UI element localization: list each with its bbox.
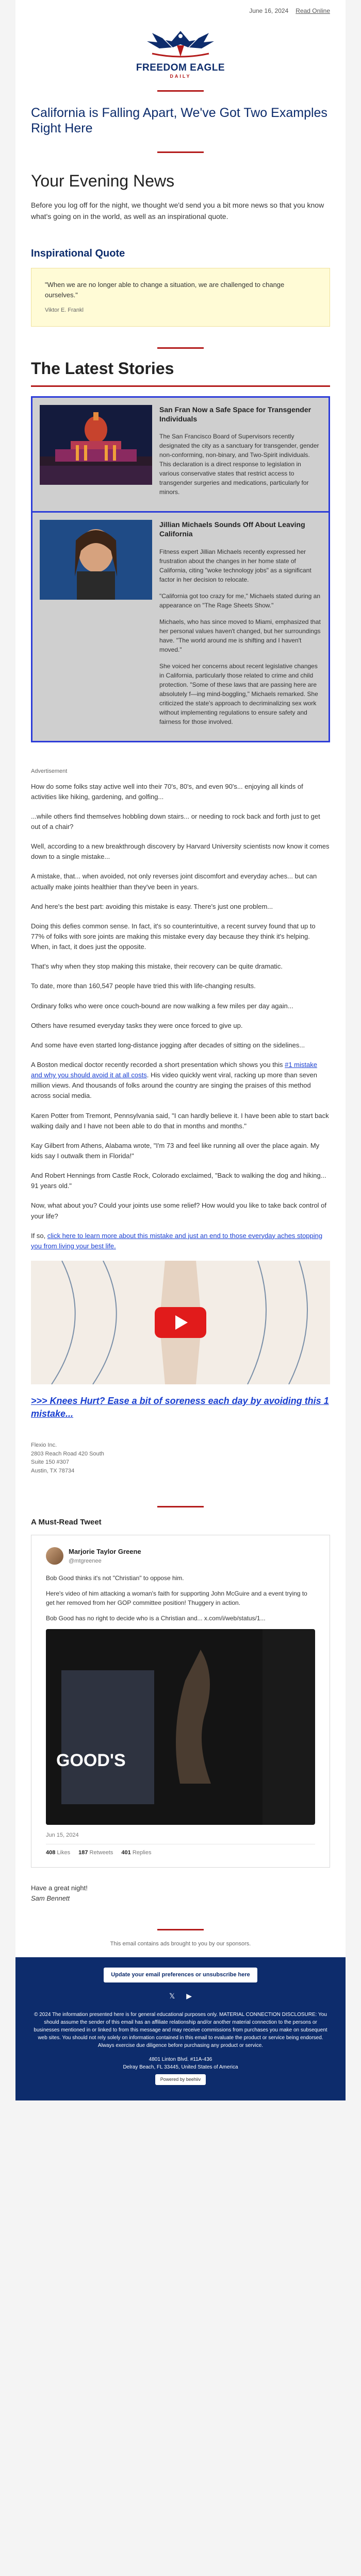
tweet-stats — [46, 1844, 315, 1857]
retweets-label: Retweets — [89, 1849, 113, 1856]
advert-article — [15, 782, 346, 1251]
story-card[interactable] — [31, 513, 330, 742]
signoff-name: Sam Bennett — [31, 1894, 70, 1902]
advert-paragraph: Ordinary folks who were once couch-bound are now walking a few miles per day again... — [31, 1002, 293, 1010]
tweet-text: Here's video of him attacking a woman's faith for supporting John McGuire and a event trying to get her removed from her GOP committee position! Thuggery in action. — [46, 1590, 307, 1607]
powered-by-badge[interactable]: Powered by beehiiv — [155, 2074, 206, 2086]
issue-date: June 16, 2024 — [249, 7, 289, 14]
eagle-logo-icon — [142, 28, 219, 60]
signoff — [15, 1883, 346, 1929]
replies-count — [121, 1849, 151, 1857]
brand-name: FREEDOM EAGLE — [136, 62, 225, 73]
advert-text: If so, — [31, 1231, 47, 1240]
portrait-icon — [40, 520, 152, 600]
advert-paragraph-final — [31, 1231, 330, 1251]
replies-label: Replies — [132, 1849, 152, 1856]
story-paragraph: Michaels, who has since moved to Miami, emphasized that her personal values haven't changed, but her surroundings have. "The world around me is shifting and I haven't moved." — [159, 618, 321, 653]
address-line: Suite 150 #307 — [31, 1459, 70, 1466]
tweet-text: Bob Good thinks it's not "Christian" to oppose him. — [46, 1574, 184, 1582]
signoff-greeting: Have a great night! — [31, 1884, 88, 1892]
advert-paragraph: A mistake, that... when avoided, not only reverses joint discomfort and everyday aches... but can actually make joints healthier than they've been in years. — [31, 872, 317, 891]
learn-more-link[interactable]: click here to learn more about this mistake and just an end to those everyday aches stopping you from living your best life. — [31, 1231, 323, 1250]
video-frame-icon — [46, 1629, 262, 1825]
quote-author: Viktor E. Frankl — [45, 307, 84, 314]
jillian-michaels-image[interactable] — [40, 520, 152, 600]
advert-paragraph: And some have even started long-distance jogging after decades of sitting on the sidelines... — [31, 1041, 305, 1049]
evening-intro: Before you log off for the night, we thought we'd send you a bit more news so that you know what's going on in the world, as well as an inspirational quote. — [31, 201, 324, 221]
tweet-heading: A Must-Read Tweet — [31, 1518, 102, 1527]
quote-heading: Inspirational Quote — [31, 248, 125, 260]
tweet-author-handle: @mtgreenee — [69, 1557, 102, 1564]
story-paragraph: The San Francisco Board of Supervisors recently designated the city as a sanctuary for transgender, gender non-conforming, non-binary, and Two-Spirit individuals. This declaration is a direct response to legislation in various conservative states that restrict access to transgender surgeries and medications, particularly for minors. — [159, 433, 319, 496]
avatar — [46, 1547, 63, 1565]
evening-news-title: Your Evening News — [31, 172, 175, 190]
city-hall-icon — [40, 405, 152, 485]
retweets-value: 187 — [78, 1849, 88, 1856]
tweet-author — [46, 1547, 315, 1565]
advert-text: . His video quickly went viral, racking up more than seven million views. And thousands of folks around the country are singing the praises of this method across social media. — [31, 1071, 317, 1100]
story-title[interactable]: San Fran Now a Safe Space for Transgender Individuals — [159, 405, 311, 423]
advert-paragraph: Kay Gilbert from Athens, Alabama wrote, "I'm 73 and feel like running all over the place again. My kids say I outwalk them in Florida!" — [31, 1141, 320, 1160]
x-icon[interactable]: 𝕏 — [169, 1991, 175, 2000]
knees-cta-link[interactable]: >>> Knees Hurt? Ease a bit of soreness each day by avoiding this 1 mistake... — [31, 1395, 329, 1419]
advert-paragraph-boston — [31, 1060, 330, 1101]
advert-text: A Boston medical doctor recently recorded a short presentation which shows you this — [31, 1061, 283, 1069]
logo[interactable] — [15, 22, 346, 90]
stories-title: The Latest Stories — [31, 359, 174, 378]
tweet-text: Bob Good has no right to decide who is a Christian and... x.com/i/web/status/1... — [46, 1615, 266, 1622]
story-body — [159, 405, 321, 504]
tweet-media-caption: GOOD'S — [56, 1751, 126, 1771]
footer-address: 4801 Linton Blvd. #11A-436 — [149, 2056, 212, 2062]
story-paragraph: "California got too crazy for me," Michaels stated during an appearance on "The Rage Sheets Show." — [159, 592, 320, 609]
likes-label: Likes — [57, 1849, 71, 1856]
likes-value: 408 — [46, 1849, 56, 1856]
update-preferences-button[interactable]: Update your email preferences or unsubscribe here — [104, 1968, 257, 1982]
story-paragraph: Fitness expert Jillian Michaels recently expressed her frustration about the changes in her home state of California, citing "woke technology jobs" as a significant factor in her decision to relocate. — [159, 548, 311, 583]
youtube-icon[interactable]: ▶ — [186, 1991, 192, 2000]
city-hall-image[interactable] — [40, 405, 152, 485]
advert-paragraph: ...while others find themselves hobbling down stairs... or needing to rock back and forth just to get out of a chair? — [31, 812, 320, 831]
story-body — [159, 520, 321, 733]
read-online-link[interactable]: Read Online — [296, 7, 330, 14]
footer-copyright: © 2024 The information presented here is for general educational purposes only. MATERIAL CONNECTION DISCLOSURE: You should assume the sender of this email has an affiliate relationship and/or another material connection to the persons or businesses mentioned in or linked to from this message and may receive commissions from purchases you make on subsequent web sites. You should not rely solely on information contained in this email to evaluate the product or service being endorsed. Always exercise due diligence before purchasing any product or service. — [34, 2011, 327, 2048]
replies-value: 401 — [121, 1849, 131, 1856]
advert-paragraph: That's why when they stop making this mistake, their recovery can be quite dramatic. — [31, 962, 283, 971]
quote-text: "When we are no longer able to change a situation, we are challenged to change ourselves." — [45, 281, 285, 299]
story-card[interactable] — [31, 396, 330, 513]
advert-paragraph: Karen Potter from Tremont, Pennsylvania said, "I can hardly believe it. I have been able to start back walking daily and I have not been able to do that in months and months." — [31, 1111, 329, 1130]
social-links — [31, 1991, 330, 2002]
advert-paragraph: And here's the best part: avoiding this mistake is easy. There's just one problem... — [31, 902, 273, 910]
advert-paragraph: How do some folks stay active well into their 70's, 80's, and even 90's... enjoying all kinds of activities like hiking, gardening, and golfing... — [31, 782, 303, 801]
address-line: Flexio Inc. — [31, 1442, 57, 1449]
footer — [15, 1957, 346, 2100]
advert-paragraph: To date, more than 160,547 people have tried this with life-changing results. — [31, 982, 256, 990]
advert-paragraph: Doing this defies common sense. In fact, it's so counterintuitive, a recent survey found that up to 77% of folks with sore joints are making this mistake every day because they think it's helping. When, in fact, it does just the opposite. — [31, 922, 316, 951]
retweets-count — [78, 1849, 113, 1857]
address-line: 2803 Reach Road 420 South — [31, 1450, 104, 1457]
tweet-date: Jun 15, 2024 — [46, 1832, 79, 1839]
ads-disclaimer: This email contains ads brought to you by our sponsors. — [110, 1941, 251, 1947]
mistake-video-link[interactable]: #1 mistake and why you should avoid it at all costs — [31, 1061, 317, 1079]
email-card — [15, 0, 346, 2100]
knee-video-thumbnail[interactable] — [31, 1261, 330, 1384]
tweet-video[interactable] — [46, 1629, 315, 1825]
likes-count — [46, 1849, 70, 1857]
headline-link[interactable]: California is Falling Apart, We've Got Two Examples Right Here — [31, 106, 327, 135]
address-line: Austin, TX 78734 — [31, 1467, 75, 1474]
advert-paragraph: Others have resumed everyday tasks they were once forced to give up. — [31, 1021, 243, 1029]
story-paragraph: She voiced her concerns about recent legislative changes in California, particularly those related to crime and child protection. "Some of these laws that are passing here are absolutely f—ing mind-boggling," Michaels remarked. She criticized the state's approach to decriminalizing sex work without implementing regulations to ensure safety and fairness for those involved. — [159, 662, 318, 725]
brand-tagline: DAILY — [170, 74, 191, 79]
advertisement-label: Advertisement — [31, 768, 68, 774]
quote-box — [31, 268, 330, 327]
advert-paragraph: Now, what about you? Could your joints use some relief? How would you like to take back control of your life? — [31, 1201, 327, 1220]
knee-illustration-icon — [31, 1261, 330, 1384]
embedded-tweet[interactable] — [31, 1535, 330, 1868]
tweet-author-name: Marjorie Taylor Greene — [69, 1548, 141, 1556]
advert-paragraph: And Robert Hennings from Castle Rock, Colorado exclaimed, "Back to walking the dog and hiking... 91 years old." — [31, 1172, 326, 1190]
advert-paragraph: Well, according to a new breakthrough discovery by Harvard University scientists now know it comes down to a single mistake... — [31, 842, 330, 861]
story-title[interactable]: Jillian Michaels Sounds Off About Leaving California — [159, 520, 305, 538]
topbar — [15, 0, 346, 22]
footer-address: Delray Beach, FL 33445, United States of America — [123, 2064, 238, 2070]
advertiser-address — [15, 1441, 346, 1506]
divider — [31, 385, 330, 387]
